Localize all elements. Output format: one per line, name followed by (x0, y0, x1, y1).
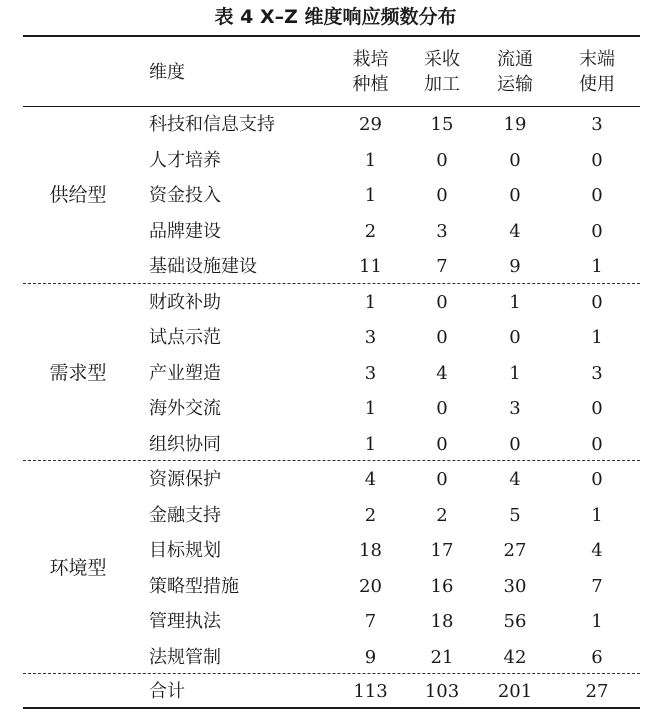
value-cell: 29 (359, 114, 382, 135)
value-cell: 2 (364, 220, 377, 242)
value-cell: 1 (591, 256, 603, 277)
dimension-label: 品牌建设 (149, 220, 221, 242)
table-row (23, 462, 640, 498)
value-cell: 4 (509, 220, 521, 242)
value-cell: 1 (364, 291, 377, 313)
header-col-1 (333, 37, 408, 107)
value-cell: 1 (509, 291, 521, 313)
header-col-1-line1: 栽培 (352, 49, 389, 70)
value-cell: 7 (436, 256, 448, 277)
value-cell: 0 (436, 149, 448, 171)
value-cell: 4 (364, 469, 377, 490)
value-cell: 3 (591, 114, 603, 135)
value-cell: 20 (359, 575, 382, 597)
value-cell: 3 (364, 362, 377, 384)
value-cell: 1 (364, 433, 377, 455)
dimension-label: 财政补助 (149, 291, 221, 313)
header-col-3-line1: 流通 (497, 49, 533, 70)
value-cell: 1 (591, 611, 603, 632)
value-cell: 5 (509, 504, 521, 526)
value-cell: 3 (591, 362, 603, 384)
dimension-label: 海外交流 (149, 398, 221, 419)
frequency-table (23, 37, 640, 709)
header-col-1-line2: 种植 (352, 74, 389, 95)
value-cell: 7 (364, 611, 377, 632)
value-cell: 2 (436, 504, 448, 526)
header-col-3 (476, 37, 554, 107)
dimension-label: 产业塑造 (149, 362, 221, 384)
total-row (23, 675, 640, 709)
dimension-label: 组织协同 (149, 433, 221, 455)
header-col-3-line2: 运输 (497, 74, 533, 95)
value-cell: 4 (509, 469, 521, 490)
header-col-4 (554, 37, 640, 107)
value-cell: 1 (509, 362, 521, 384)
value-cell: 30 (503, 575, 527, 597)
value-cell: 16 (430, 575, 454, 597)
dimension-label: 人才培养 (149, 149, 221, 171)
value-cell: 17 (430, 540, 454, 561)
value-cell: 2 (364, 504, 377, 526)
header-empty (23, 37, 133, 107)
value-cell: 6 (591, 646, 603, 668)
value-cell: 1 (364, 149, 377, 171)
total-value-cell: 113 (353, 681, 388, 702)
value-cell: 0 (591, 149, 603, 171)
total-value-cell: 27 (585, 681, 609, 702)
table-body (23, 107, 640, 709)
value-cell: 3 (436, 220, 448, 242)
header-col-2-line1: 采收 (424, 49, 460, 70)
value-cell: 11 (359, 256, 382, 277)
group-label: 需求型 (49, 361, 107, 384)
dimension-label: 法规管制 (149, 646, 221, 668)
total-value-cell: 103 (424, 681, 460, 702)
value-cell: 0 (509, 185, 521, 206)
value-cell: 9 (364, 646, 377, 668)
total-empty (23, 675, 133, 709)
group-label: 供给型 (49, 184, 107, 206)
dimension-label: 试点示范 (149, 327, 221, 348)
table-row (23, 107, 640, 143)
table-row (23, 285, 640, 321)
value-cell: 0 (509, 433, 521, 455)
value-cell: 1 (591, 327, 603, 348)
dimension-label: 策略型措施 (149, 575, 239, 597)
value-cell: 1 (591, 504, 603, 526)
header-row (23, 37, 640, 107)
value-cell: 7 (591, 575, 603, 597)
value-cell: 42 (503, 646, 527, 668)
value-cell: 18 (359, 540, 382, 561)
value-cell: 0 (436, 291, 448, 313)
value-cell: 27 (503, 540, 527, 561)
value-cell: 3 (509, 398, 521, 419)
total-value-cell: 201 (497, 681, 533, 702)
dimension-label: 资金投入 (149, 185, 221, 206)
dimension-label: 金融支持 (149, 504, 221, 526)
value-cell: 0 (591, 469, 603, 490)
group-label: 环境型 (49, 556, 107, 579)
value-cell: 4 (591, 540, 603, 561)
dimension-label: 目标规划 (149, 540, 221, 561)
value-cell: 9 (509, 256, 521, 277)
dimension-label: 基础设施建设 (149, 256, 257, 277)
value-cell: 56 (503, 611, 527, 632)
value-cell: 21 (430, 646, 454, 668)
value-cell: 15 (430, 114, 454, 135)
value-cell: 0 (591, 398, 603, 419)
total-label: 合计 (149, 681, 185, 702)
header-col-2-line2: 加工 (424, 74, 460, 95)
value-cell: 0 (436, 398, 448, 419)
value-cell: 0 (591, 291, 603, 313)
header-col-4-line1: 末端 (579, 49, 615, 70)
value-cell: 0 (591, 220, 603, 242)
value-cell: 1 (364, 185, 377, 206)
header-col-2 (408, 37, 476, 107)
table-title: 表 4 X–Z 维度响应频数分布 (214, 6, 457, 28)
value-cell: 0 (436, 433, 448, 455)
value-cell: 0 (591, 433, 603, 455)
value-cell: 3 (364, 327, 377, 348)
value-cell: 4 (436, 362, 448, 384)
value-cell: 19 (503, 114, 527, 135)
value-cell: 0 (509, 327, 521, 348)
value-cell: 0 (436, 469, 448, 490)
value-cell: 0 (436, 327, 448, 348)
value-cell: 1 (364, 398, 377, 419)
value-cell: 0 (591, 185, 603, 206)
header-dimension: 维度 (149, 61, 185, 83)
value-cell: 0 (509, 149, 521, 171)
dimension-label: 管理执法 (149, 611, 221, 632)
dimension-label: 资源保护 (149, 469, 221, 490)
dimension-label: 科技和信息支持 (149, 114, 275, 135)
value-cell: 0 (436, 185, 448, 206)
value-cell: 18 (430, 611, 454, 632)
header-col-4-line2: 使用 (579, 74, 615, 95)
